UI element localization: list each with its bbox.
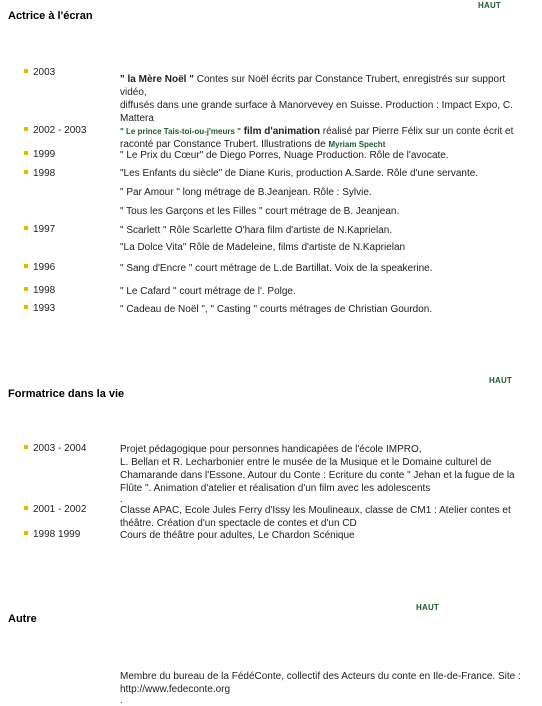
bullet-icon [24, 264, 28, 268]
section-title-ecran: Actrice à l'écran [8, 10, 93, 22]
year-1993: 1993 [24, 303, 55, 314]
bullet-icon [24, 127, 28, 131]
entry-1996: " Sang d'Encre " court métrage de L.de Bartillat. Voix de la speakerine. [120, 263, 433, 274]
fedeconte-link[interactable]: http://www.fedeconte.org [120, 684, 231, 695]
year-2001-2002: 2001 - 2002 [24, 504, 86, 515]
bullet-icon [24, 287, 28, 291]
entry-chardon: Cours de théâtre pour adultes, Le Chardon Scénique [120, 530, 355, 541]
illustrator-name: Myriam Specht [328, 140, 386, 149]
bullet-icon [24, 531, 28, 535]
year-2003: 2003 [24, 67, 55, 78]
entry-apac: Classe APAC, Ecole Jules Ferry d'Issy les Moulineaux, classe de CM1 : Atelier contes et théâtre. Création d'un spectacle de contes et d'un CD [120, 505, 511, 529]
section-title-autre: Autre [8, 613, 37, 625]
bullet-icon [24, 69, 28, 73]
haut-link-3[interactable]: HAUT [416, 603, 440, 612]
entry-1998-tous-les-garcons: " Tous les Garçons et les Filles " court métrage de B. Jeanjean. [120, 206, 400, 217]
entry-1997-dolce-vita: "La Dolce Vita" Rôle de Madeleine, films d'artiste de N.Kaprielan [120, 242, 406, 253]
entry-1997-scarlett: " Scarlett " Rôle Scarlette O'hara film d'artiste de N.Kaprielan. [120, 225, 393, 236]
haut-link-2[interactable]: HAUT [489, 376, 513, 385]
year-1996: 1996 [24, 262, 55, 273]
entry-impro: Projet pédagogique pour personnes handicapées de l'école IMPRO, L. Bellan et R. Lecharbonier entre le musée de la Musique et le Domaine culturel de Chamarande dans l'Essone. Autour du Conte : Ecriture du conte " Jehan et la fugue de la Flûte ". Animation d'atelier et réalisation d'un film avec les adolescents . [120, 444, 515, 505]
entry-1998-cafard: " Le Cafard " court métrage de l'. Polge. [120, 286, 296, 297]
bullet-icon [24, 506, 28, 510]
year-2003-2004: 2003 - 2004 [24, 443, 86, 454]
year-1997: 1997 [24, 224, 55, 235]
entry-title: " la Mère Noël " [120, 74, 194, 85]
year-1999: 1999 [24, 149, 55, 160]
bullet-icon [24, 445, 28, 449]
entry-1998-par-amour: " Par Amour " long métrage de B.Jeanjean. Rôle : Sylvie. [120, 187, 372, 198]
haut-link-1[interactable]: HAUT [478, 1, 502, 10]
year-2002-2003: 2002 - 2003 [24, 125, 86, 136]
bullet-icon [24, 151, 28, 155]
bullet-icon [24, 305, 28, 309]
entry-2003: " la Mère Noël " Contes sur Noël écrits par Constance Trubert, enregistrés sur support vidéo, diffusés dans une grande surface à Manorvevey en Suisse. Production : Impact Expo, C. Mattera [120, 74, 513, 124]
bullet-icon [24, 226, 28, 230]
film-title-prince: " Le prince Tais-toi-ou-j'meurs " [120, 127, 241, 136]
entry-fedeconte: Membre du bureau de la FédéConte, collectif des Acteurs du conte en Ile-de-France. Site : http://www.fedeconte.org . [120, 670, 530, 706]
bullet-icon [24, 170, 28, 174]
year-1998-1999: 1998 1999 [24, 529, 80, 540]
entry-2002-2003: " Le prince Tais-toi-ou-j'meurs " film d'animation réalisé par Pierre Félix sur un conte écrit et raconté par Constance Trubert. Illustrations de Myriam Specht [120, 126, 514, 150]
section-title-formatrice: Formatrice dans la vie [8, 388, 125, 400]
year-1998-cafard: 1998 [24, 285, 55, 296]
entry-1993: " Cadeau de Noël ", " Casting " courts métrages de Christian Gourdon. [120, 304, 433, 315]
entry-1999: " Le Prix du Cœur" de Diego Porres, Nuage Production. Rôle de l'avocate. [120, 150, 449, 161]
year-1998: 1998 [24, 168, 55, 179]
entry-1998-enfants: "Les Enfants du siècle" de Diane Kuris, production A.Sarde. Rôle d'une servante. [120, 168, 479, 179]
